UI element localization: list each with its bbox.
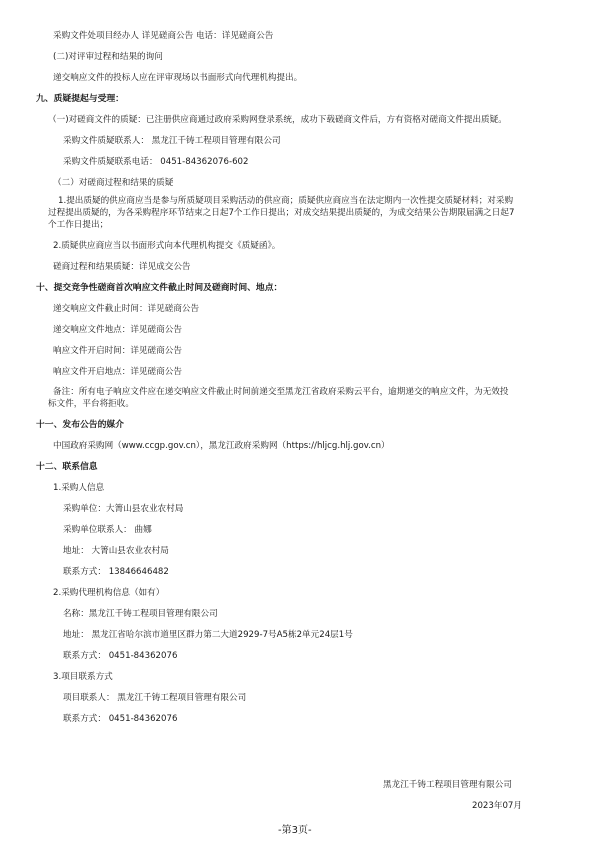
info-line: 响应文件开启时间：详见磋商公告: [53, 346, 182, 356]
subsection-heading: 1.采购人信息: [53, 483, 105, 493]
signature-date: 2023年07月: [472, 801, 522, 811]
info-line: 采购单位：大箐山县农业农村局: [63, 504, 184, 514]
contact-line: 采购文件处项目经办人 详见磋商公告 电话：详见磋商公告: [53, 31, 274, 41]
info-line: 递交响应文件地点：详见磋商公告: [53, 325, 182, 335]
subsection-heading: （二）对磋商过程和结果的质疑: [53, 178, 174, 188]
subsection-heading: 2.采购代理机构信息（如有）: [53, 588, 165, 598]
info-line: 联系方式： 0451-84362076: [63, 714, 178, 724]
note-line: 备注：所有电子响应文件应在递交响应文件截止时间前递交至黑龙江省政府采购云平台，逾期递交的响应文件，为无效投: [53, 387, 509, 397]
info-line: 联系方式： 13846646482: [63, 567, 169, 577]
paragraph: 磋商过程和结果质疑：详见成交公告: [53, 262, 191, 272]
info-line: 联系方式： 0451-84362076: [63, 651, 178, 661]
info-line: 采购单位联系人： 曲娜: [63, 525, 152, 535]
info-line: 项目联系人： 黑龙江千铸工程项目管理有限公司: [63, 693, 247, 703]
section-heading-11: 十一、发布公告的媒介: [36, 420, 124, 430]
contact-line: 采购文件质疑联系电话： 0451-84362076-602: [63, 157, 249, 167]
section-heading-9: 九、质疑提起与受理：: [36, 94, 124, 104]
media-line: 中国政府采购网（www.ccgp.gov.cn），黑龙江政府采购网（https://hljcg.hlj.gov.cn）: [53, 441, 390, 451]
info-line: 递交响应文件截止时间：详见磋商公告: [53, 304, 200, 314]
contact-line: 采购文件质疑联系人： 黑龙江千铸工程项目管理有限公司: [63, 136, 281, 146]
info-line: 地址： 大箐山县农业农村局: [63, 546, 169, 556]
section-heading-12: 十二、联系信息: [36, 462, 98, 472]
note-line: 标文件，平台将拒收。: [48, 399, 134, 409]
paragraph: （一)对磋商文件的质疑：已注册供应商通过政府采购网登录系统，成功下载磋商文件后，方有资格对磋商文件提出质疑。: [48, 115, 507, 125]
subsection-heading: 3.项目联系方式: [53, 672, 113, 682]
section-heading-10: 十、提交竞争性磋商首次响应文件截止时间及磋商时间、地点：: [36, 283, 283, 293]
subsection-heading: (二)对评审过程和结果的询问: [53, 52, 163, 62]
page-number: -第3页-: [278, 825, 312, 836]
info-line: 名称：黑龙江千铸工程项目管理有限公司: [63, 609, 218, 619]
paragraph-line: 个工作日提出；: [48, 220, 109, 230]
paragraph: 2.质疑供应商应当以书面形式向本代理机构提交《质疑函》。: [53, 241, 281, 251]
paragraph-line: 过程提出质疑的，为各采购程序环节结束之日起7个工作日提出；对成交结果提出质疑的，为成交结果公告期限届满之日起7: [48, 208, 515, 218]
paragraph-line: 1.提出质疑的供应商应当是参与所质疑项目采购活动的供应商；质疑供应商应当在法定期内一次性提交质疑材料；对采购: [58, 196, 514, 206]
paragraph: 递交响应文件的投标人应在评审现场以书面形式向代理机构提出。: [53, 73, 303, 83]
info-line: 响应文件开启地点：详见磋商公告: [53, 367, 182, 377]
signature-organization: 黑龙江千铸工程项目管理有限公司: [383, 780, 512, 790]
info-line: 地址： 黑龙江省哈尔滨市道里区群力第二大道2929-7号A5栋2单元24层1号: [63, 630, 353, 640]
